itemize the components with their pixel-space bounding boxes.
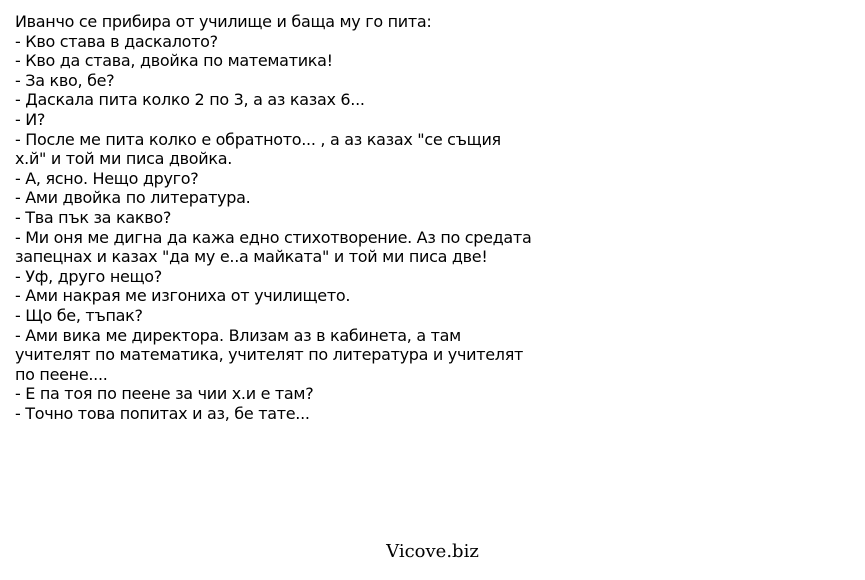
joke-line: - Даскала пита колко 2 по 3, а аз казах 6... xyxy=(15,90,365,110)
joke-line: - После ме пита колко е обратното... , а аз казах "се същия xyxy=(15,129,501,149)
joke-line: - Ами двойка по литература. xyxy=(15,188,251,208)
joke-line: - И? xyxy=(15,109,46,129)
joke-line: - Кво става в даскалото? xyxy=(15,31,218,51)
joke-line: - Ами накрая ме изгониха от училището. xyxy=(15,286,351,306)
joke-line: - Тва пък за какво? xyxy=(15,207,172,227)
joke-line: запецнах и казах "да му е..а майката" и той ми писа две! xyxy=(15,247,488,267)
joke-line: - Уф, друго нещо? xyxy=(15,266,162,286)
joke-line: по пеене.... xyxy=(15,364,108,384)
joke-line: Иванчо се прибира от училище и баща му го пита: xyxy=(15,12,432,31)
joke-line: - Кво да става, двойка по математика! xyxy=(15,51,333,71)
joke-line: учителят по математика, учителят по литература и учителят xyxy=(15,345,524,365)
joke-line: - За кво, бе? xyxy=(15,70,115,90)
joke-line: - Ми оня ме дигна да кажа едно стихотворение. Аз по средата xyxy=(15,227,532,247)
joke-line: х.й" и той ми писа двойка. xyxy=(15,149,233,169)
joke-line: - Точно това попитах и аз, бе тате... xyxy=(15,403,310,423)
joke-line: - А, ясно. Нещо друго? xyxy=(15,168,199,188)
site-watermark: Vicove.biz xyxy=(386,541,479,562)
joke-line: - Е па тоя по пеене за чии х.и е там? xyxy=(15,384,314,404)
joke-line: - Що бе, тъпак? xyxy=(15,305,143,325)
joke-text xyxy=(15,12,615,423)
joke-line: - Ами вика ме директора. Влизам аз в кабинета, а там xyxy=(15,325,461,345)
